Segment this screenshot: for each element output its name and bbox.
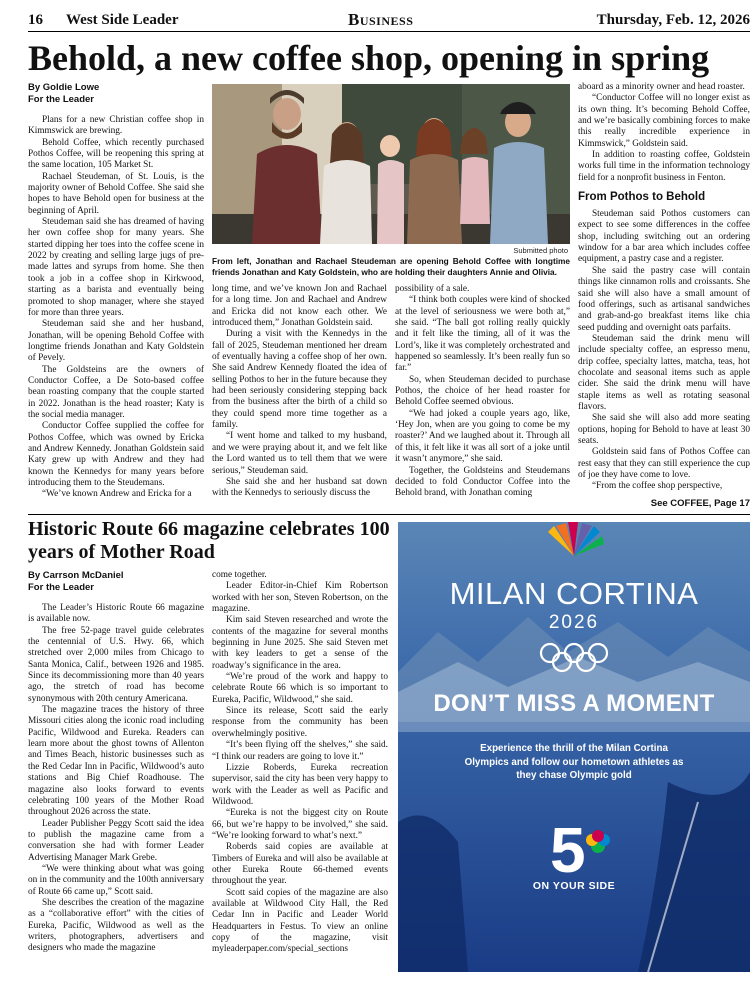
paragraph: Leader Publisher Peggy Scott said the idea to publish the magazine came from a conversation she had with former Leader Advertising Manager Mark Grebe. (28, 818, 204, 863)
paragraph: “I went home and talked to my husband, and we were praying about it, and we felt like the Lord wanted us to tell them that we were serious,” Steudeman said. (212, 431, 387, 476)
article2-column-1 (28, 570, 204, 975)
page-header (28, 10, 750, 32)
paragraph: “I think both couples were kind of shocked at the level of seriousness we were both at,” she said. “The ball got rolling really quickly and it felt like the timing, all of it was the Lord’s, like it was completely orchestrated and happened so seamlessly. It’s been really fun so far.” (395, 295, 570, 374)
paragraph: Plans for a new Christian coffee shop in Kimmswick are brewing. (28, 115, 204, 137)
paragraph: “We had joked a couple years ago, like, ‘Hey Jon, when are you going to come be my roaster?’ And we laughed about it. Through all of this, it felt like it was all sort of a joke until it wasn’t anymore,” she said. (395, 408, 570, 465)
article2-column-2 (212, 570, 388, 975)
article1-column-2 (212, 284, 387, 512)
paragraph: Steudeman said she has dreamed of having her own coffee shop for many years. She started dipping her toes into the coffee scene in 2022 by creating and selling large jugs of pre-made lattes and syrups from home. She then took a job in a coffee shop in Kirkwood, starting as a barista and eventually being promoted to shop manager, where she stayed for more than three years. (28, 217, 204, 318)
ad-body-text: Experience the thrill of the Milan Cortina Olympics and follow our hometown athletes as they chase Olympic gold (464, 743, 684, 781)
paragraph: “Eureka is not the biggest city on Route 66, but we’re happy to be involved,” she said. “We’re looking forward to what’s next.” (212, 808, 388, 841)
ad-year: 2026 (548, 612, 600, 633)
paragraph: Leader Editor-in-Chief Kim Robertson worked with her son, Steven Robertson, on the magazine. (212, 581, 388, 615)
paragraph: Together, the Goldsteins and Steudemans decided to fold Conductor Coffee into the Behold brand, with Jonathan coming (395, 465, 570, 499)
section-divider (28, 514, 750, 515)
byline-author-2: By Carrson McDaniel (28, 570, 124, 581)
article1-column-3 (395, 284, 570, 512)
paragraph: Kim said Steven researched and wrote the contents of the magazine for several months beginning in June 2025. She said Steven met with key leaders to get a sense of the roadway’s significance in the area. (212, 615, 388, 671)
paragraph: Goldstein said fans of Pothos Coffee can rest easy that they can still experience the cup of joe they have come to love. (578, 447, 750, 480)
paragraph: Since its release, Scott said the early response from the community has been overwhelmingly positive. (212, 706, 388, 739)
paragraph: “We’re proud of the work and happy to celebrate Route 66 which is so important to Eureka, Pacific, Wildwood,” she said. (212, 672, 388, 705)
paragraph: She said the pastry case will contain things like cinnamon rolls and croissants. She said she will also have a small amount of food offerings, such as artisanal sandwiches and grab-and-go breakfast items like chia seed pudding and overnight oats parfaits. (578, 265, 750, 333)
paragraph: aboard as a minority owner and head roaster. (578, 82, 745, 92)
paragraph: “From the coffee shop perspective, (592, 481, 723, 492)
paragraph: possibility of a sale. (395, 284, 470, 294)
paragraph: She describes the creation of the magazine as a “collaborative effort” with the cities of Eureka, Pacific, Wildwood as well as the writers, photographers, advertisers and designers who made the magazine (28, 897, 204, 954)
owners-photo (212, 84, 570, 244)
paragraph: come together. (212, 570, 267, 580)
article-headline-coffee: Behold, a new coffee shop, opening in spring (28, 38, 710, 78)
ad-headline: DON’T MISS A MOMENT (433, 690, 715, 717)
paper-name: West Side Leader (66, 12, 179, 28)
paragraph: She said she will also add more seating options, hoping for Behold to have at least 30 seats. (578, 413, 750, 446)
svg-text:5: 5 (550, 814, 586, 886)
paragraph: She said she and her husband sat down with the Kennedys to seriously discuss the (212, 476, 387, 499)
section-name: Business (348, 10, 414, 29)
paragraph: long time, and we’ve known Jon and Rachael for a long time. Jon and Rachael and Andrew and Ericka did not know each other. We introduced them,” Jonathan Goldstein said. (212, 284, 387, 329)
article1-column-4 (578, 82, 750, 498)
paragraph: Steudeman said Pothos customers can expect to see some differences in the coffee shop, including switching out an ordering window for a bar area which includes coffee equipment, a pastry case and a register. (578, 209, 750, 265)
paragraph: Behold Coffee, which recently purchased Pothos Coffee, will be reopening this spring at the same location, 105 Market St. (28, 137, 204, 171)
paragraph: So, when Steudeman decided to purchase Pothos, the choice of her head roaster for Behold Coffee seemed obvious. (395, 374, 570, 408)
paragraph: The Goldsteins are the owners of Conductor Coffee, a De Soto-based coffee bean roasting company that the couple started in 2022. Jonathan is the head roaster; Katy is the social media manager. (28, 364, 204, 420)
photo-caption: From left, Jonathan and Rachael Steudeman are opening Behold Coffee with longtime friends Jonathan and Katy Goldstein, who are holding their daughters Annie and Olivia. (212, 256, 570, 277)
paragraph: The free 52-page travel guide celebrates the centennial of U.S. Hwy. 66, which stretched over 2,000 miles from Chicago to Santa Monica, Calif., between 1926 and 1985. Since its decommissioning more than 40 years ago, the stretch of road has become synonymous with 20th century Americana. (28, 625, 204, 704)
paragraph: Roberds said copies are available at Timbers of Eureka and will also be available at other Eureka Route 66-themed events throughout the year. (212, 842, 388, 887)
article1-column-1 (28, 82, 204, 512)
photo-credit: Submitted photo (513, 246, 568, 255)
paragraph: “We were thinking about what was going on in the community and the 100th anniversary of Route 66 came up,” Scott said. (28, 863, 204, 897)
byline-org-2: For the Leader (28, 582, 94, 593)
paragraph: Steudeman said she and her husband, Jonathan, will be opening Behold Coffee with longtime friends Jonathan and Katy Goldstein of Pevely. (28, 319, 204, 364)
paragraph: During a visit with the Kennedys in the fall of 2025, Steudeman mentioned her dream of eventually having a coffee shop of her own. She said Andrew Kennedy floated the idea of selling Pothos to her in the future because they had been seriously considering stepping back from the business after the birth of a child so they could spend more time together as a family. (212, 329, 387, 431)
ad-brand-title: MILAN CORTINA (449, 576, 699, 611)
paragraph: “It’s been flying off the shelves,” she said. “I think our readers are going to love it.” (212, 740, 388, 762)
issue-date: Thursday, Feb. 12, 2026 (596, 12, 750, 28)
ad-tagline: ON YOUR SIDE (532, 880, 616, 892)
paragraph: Rachael Steudeman, of St. Louis, is the majority owner of Behold Coffee. She said she hopes to have Behold open for business at the beginning of April. (28, 171, 204, 216)
continued-link[interactable]: See COFFEE, Page 17 (650, 498, 750, 509)
olympics-advertisement[interactable] (398, 522, 750, 972)
byline-author: By Goldie Lowe (28, 82, 100, 93)
article-headline-route66: Historic Route 66 magazine celebrates 100 years of Mother Road (28, 518, 390, 563)
paragraph: “Conductor Coffee will no longer exist as its own thing. It’s becoming Behold Coffee, and we’re basically combining forces to make this really incredible experience in Kimmswick,” Goldstein said. (578, 93, 750, 149)
byline-org: For the Leader (28, 94, 94, 105)
paragraph: Steudeman said the drink menu will include specialty coffee, an espresso menu, drip coffee, specialty lattes, matcha, teas, hot chocolate and seasonal items such as apple cider. She said the drink menu will have staple items as well as rotating seasonal flavors. (578, 333, 750, 412)
paragraph: Lizzie Roberds, Eureka recreation supervisor, said the city has been very happy to work with the Leader as well as Pacific and Wildwood. (212, 762, 388, 807)
paragraph: “We’ve known Andrew and Ericka for a (42, 489, 192, 500)
page-number: 16 (28, 12, 43, 28)
paragraph: In addition to roasting coffee, Goldstein works full time in the information technology field for a nonprofit business in Fenton. (578, 150, 750, 183)
paragraph: The Leader’s Historic Route 66 magazine is available now. (28, 603, 204, 625)
paragraph: Conductor Coffee supplied the coffee for Pothos Coffee, which was owned by Ericka and Andrew Kennedy. Jonathan Goldstein said Katy grew up with Andrew and they had known the Kennedys for many years before introducing them to the Steudemans. (28, 421, 204, 488)
subhead-pothos-to-behold: From Pothos to Behold (578, 191, 706, 204)
paragraph: Scott said copies of the magazine are also available at Wildwood City Hall, the Red Cedar Inn in Pacific and Leader World Headquarters in Festus. To view an online copy of the magazine, visit myleaderpaper.com/special_sections (212, 887, 388, 955)
paragraph: The magazine traces the history of three Missouri cities along the iconic road including Pacific, Wildwood and Eureka. Readers can learn more about the ghost towns of Allenton and Times Beach, historic businesses such as the Red Cedar Inn in Pacific, Wildwood’s auto stations and Big Chief Roadhouse. The magazine also looks forward to events celebrating 100 years of the Mother Road throughout 2026 across the state. (28, 705, 204, 818)
